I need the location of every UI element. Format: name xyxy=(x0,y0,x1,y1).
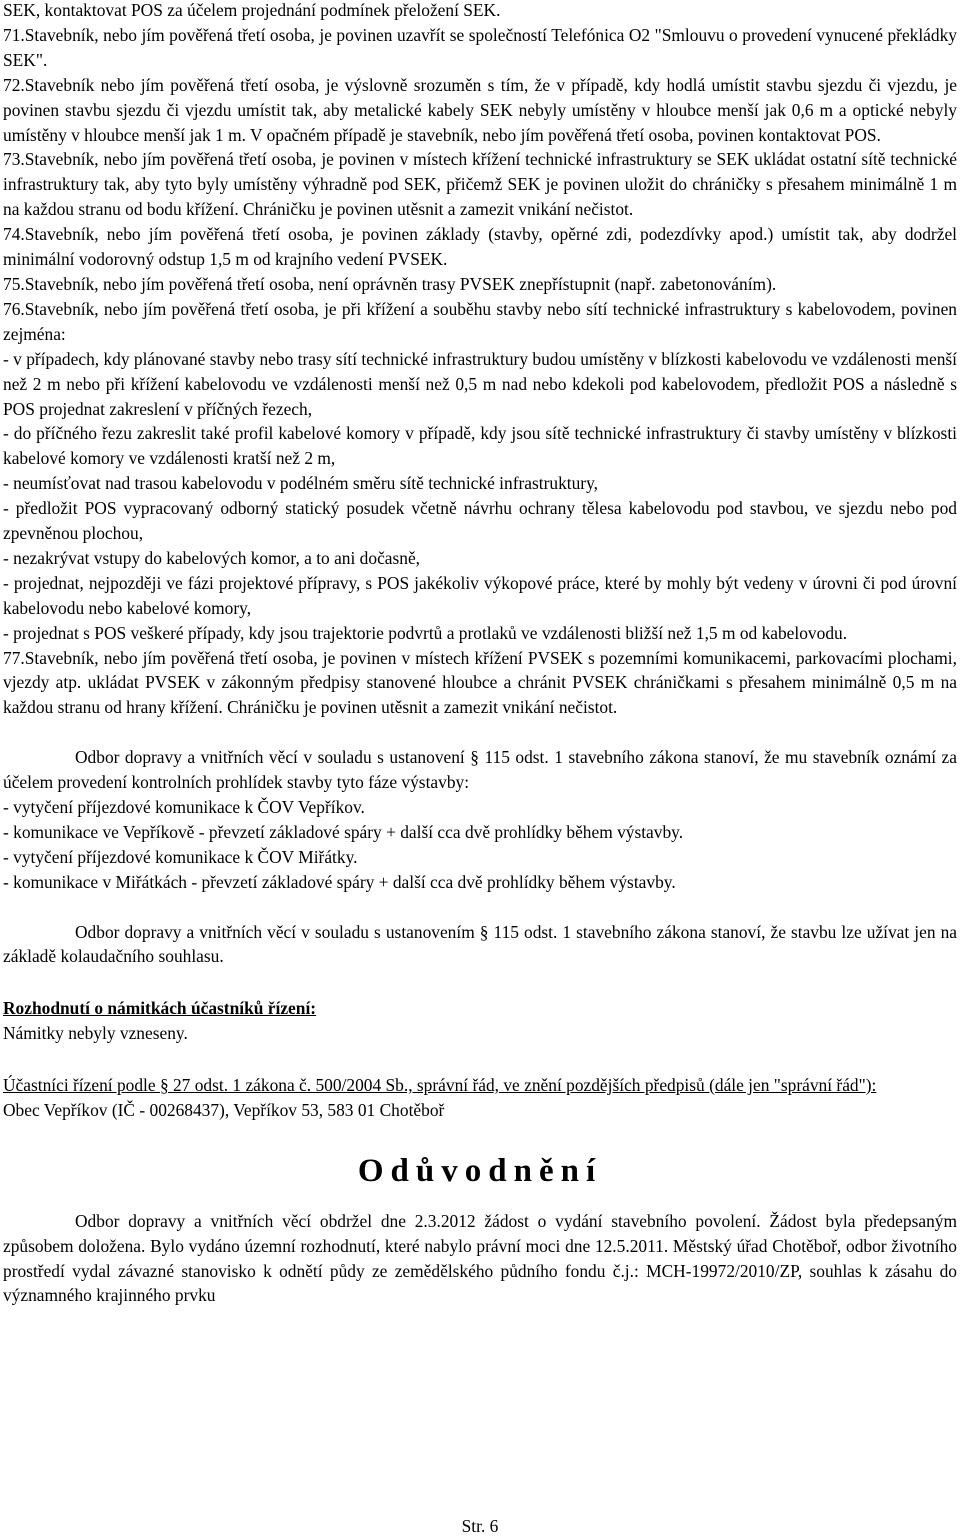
spacer xyxy=(0,895,960,920)
list-item: - projednat, nejpozději ve fázi projektové přípravy, s POS jakékoliv výkopové práce, které by mohly být vedeny v úrovni či pod úrovní kabelovodu nebo kabelové komory, xyxy=(3,572,957,618)
paragraph-77: 77.Stavebník, nebo jím pověřená třetí osoba, je povinen v místech křížení PVSEK s pozemními komunikacemi, parkovacími plochami, vjezdy atp. ukládat PVSEK v zákonným předpisy stanovené hloubce a chránit PVSEK chráničkami s přesahem minimálně 0,5 m na každou stranu od hrany křížení. Chráničku je povinen utěsnit a zamezit vnikání nečistot. xyxy=(3,647,957,718)
objections-heading-text: Rozhodnutí o námitkách účastníků řízení: xyxy=(3,998,317,1019)
list-item: - vytyčení příjezdové komunikace k ČOV Miřátky. xyxy=(3,846,358,867)
list-item: - do příčného řezu zakreslit také profil kabelové komory v případě, kdy jsou sítě technické infrastruktury či stavby umístěny v blízkosti kabelové komory ve vzdálenosti kratší než 2 m, xyxy=(3,423,957,469)
list-item: - komunikace v Miřátkách - převzetí základové spáry + další cca dvě prohlídky během výstavby. xyxy=(3,871,676,892)
participants-text: Obec Vepříkov (IČ - 00268437), Vepříkov 53, 583 01 Chotěboř xyxy=(3,1099,445,1120)
list-item: - v případech, kdy plánované stavby nebo trasy sítí technické infrastruktury budou umístěny v blízkosti kabelovodu ve vzdálenosti menší než 2 m nebo při křížení kabelovodu ve vzdálenosti menší než 0,5 m nad nebo kdekoli pod kabelovodem, předložit POS a následně s POS projednat zakreslení v příčných řezech, xyxy=(3,348,957,419)
objections-heading xyxy=(0,996,960,1021)
list-item: - komunikace ve Vepříkově - převzetí základové spáry + další cca dvě prohlídky během výstavby. xyxy=(3,821,684,842)
paragraph-72: 72.Stavebník nebo jím pověřená třetí osoba, je výslovně srozuměn s tím, že v případě, kdy hodlá umístit stavbu sjezdu či vjezdu, je povinen stavbu sjezdu či vjezdu umístit tak, aby metalické kabely SEK nebyly umístěny v hloubce menší jak 0,6 m a optické nebyly umístěny v hloubce menší jak 1 m. V opačném případě je stavebník, nebo jím pověřená třetí osoba, povinen kontaktovat POS. xyxy=(3,74,957,145)
paragraph-73: 73.Stavebník, nebo jím pověřená třetí osoba, je povinen v místech křížení technické infrastruktury se SEK ukládat ostatní sítě technické infrastruktury tak, aby tyto byly umístěny výhradně pod SEK, přičemž SEK je povinen uložit do chráničky s přesahem minimálně 1 m na každou stranu od bodu křížení. Chráničku je povinen utěsnit a zamezit vnikání nečistot. xyxy=(3,149,957,220)
spacer xyxy=(0,969,960,994)
paragraph-74: 74.Stavebník, nebo jím pověřená třetí osoba, je povinen základy (stavby, opěrné zdi, podezdívky apod.) umístit tak, aby dodržel minimální vodorovný odstup 1,5 m od krajního vedení PVSEK. xyxy=(3,224,957,270)
paragraph-lead: SEK, kontaktovat POS za účelem projednání podmínek přeložení SEK. xyxy=(3,0,501,20)
usage-paragraph: Odbor dopravy a vnitřních věcí v souladu s ustanovením § 115 odst. 1 stavebního zákona stanoví, že stavbu lze užívat jen na základě kolaudačního souhlasu. xyxy=(3,921,957,967)
paragraph-75: 75.Stavebník, nebo jím pověřená třetí osoba, není oprávněn trasy PVSEK znepřístupnit (např. zabetonováním). xyxy=(3,273,777,294)
participants-heading xyxy=(0,1073,960,1098)
objections-text: Námitky nebyly vzneseny. xyxy=(3,1023,188,1044)
inspection-intro: Odbor dopravy a vnitřních věcí v souladu s ustanovení § 115 odst. 1 stavebního zákona stanoví, že mu stavebník oznámí za účelem provedení kontrolních prohlídek stavby tyto fáze výstavby: xyxy=(3,747,957,793)
reasoning-paragraph: Odbor dopravy a vnitřních věcí obdržel dne 2.3.2012 žádost o vydání stavebního povolení. Žádost byla předepsaným způsobem doložena. Bylo vydáno územní rozhodnutí, které nabylo právní moci dne 12.5.2011. Městský úřad Chotěboř, odbor životního prostředí vydal závazné stanovisko k odnětí půdy ze zemědělského půdního fondu č.j.: MCH-19972/2010/ZP, souhlas k zásahu do významného krajinného prvku xyxy=(3,1210,957,1306)
list-item: - projednat s POS veškeré případy, kdy jsou trajektorie podvrtů a protlaků ve vzdálenosti bližší než 1,5 m od kabelovodu. xyxy=(3,622,848,643)
paragraph-71: 71.Stavebník, nebo jím pověřená třetí osoba, je povinen uzavřít se společností Telefónica O2 "Smlouvu o provedení vynucené překládky SEK". xyxy=(3,24,957,70)
list-item: - vytyčení příjezdové komunikace k ČOV Vepříkov. xyxy=(3,796,365,817)
list-item: - nezakrývat vstupy do kabelových komor, a to ani dočasně, xyxy=(3,547,421,568)
participants-heading-text: Účastníci řízení podle § 27 odst. 1 zákona č. 500/2004 Sb., správní řád, ve znění pozdějších předpisů (dále jen "správní řád"): xyxy=(3,1074,877,1095)
list-item: - předložit POS vypracovaný odborný statický posudek včetně návrhu ochrany tělesa kabelovodu pod stavbou, ve sjezdu nebo pod zpevněnou plochou, xyxy=(3,498,957,544)
spacer xyxy=(0,1046,960,1071)
paragraph-76: 76.Stavebník, nebo jím pověřená třetí osoba, je při křížení a souběhu stavby nebo sítí technické infrastruktury s kabelovodem, povinen zejména: xyxy=(3,298,957,344)
reasoning-heading: Odůvodnění xyxy=(357,1152,603,1189)
spacer xyxy=(0,720,960,745)
list-item: - neumísťovat nad trasou kabelovodu v podélném směru sítě technické infrastruktury, xyxy=(3,473,599,494)
page-number: Str. 6 xyxy=(461,1516,499,1536)
